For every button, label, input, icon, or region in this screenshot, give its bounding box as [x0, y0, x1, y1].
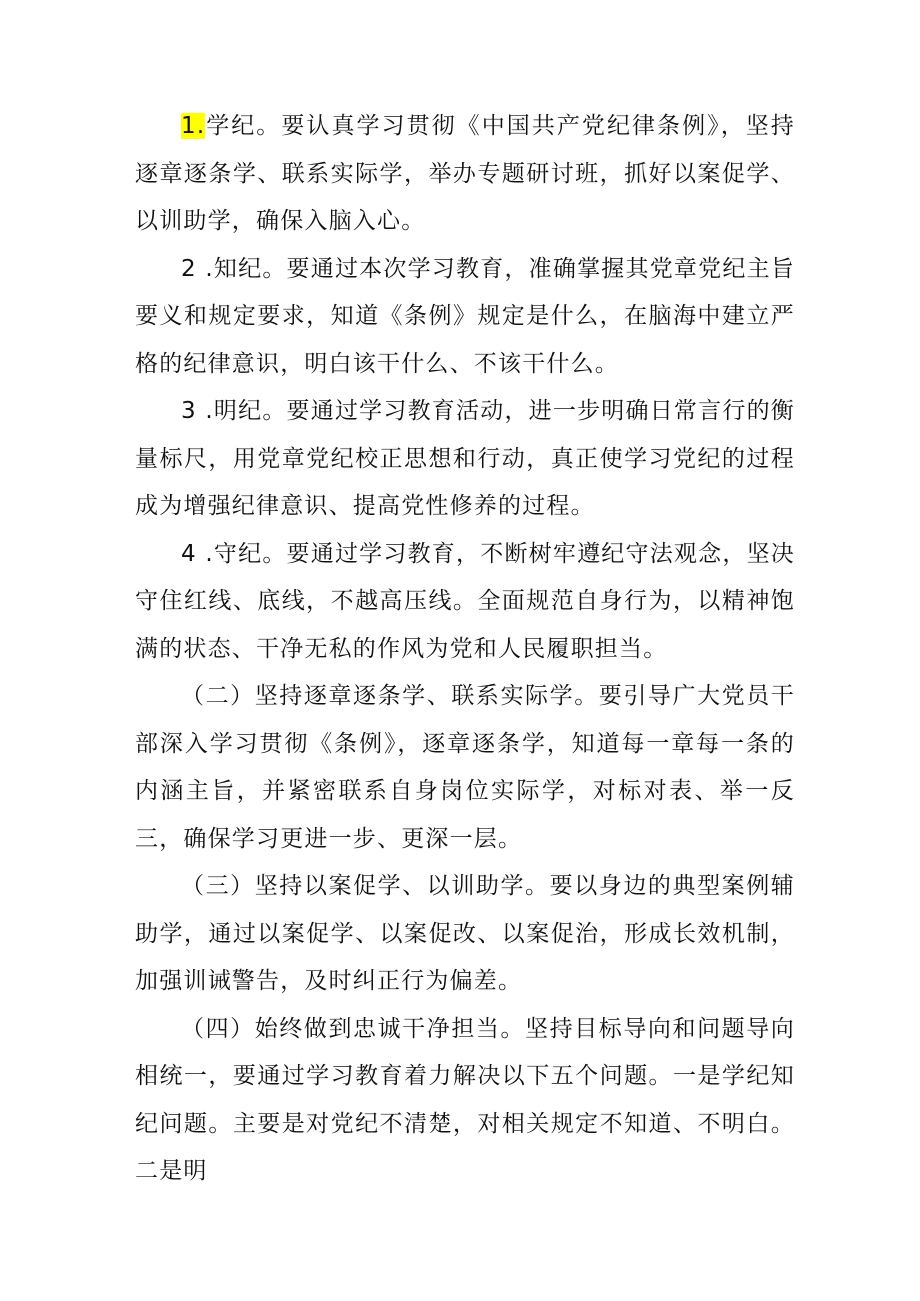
document-body — [135, 103, 795, 1196]
paragraph-1 — [135, 103, 795, 246]
paragraph-marker: （三） — [181, 873, 255, 899]
paragraph-4 — [135, 531, 795, 674]
paragraph-2 — [135, 246, 795, 389]
paragraph-7 — [135, 1006, 795, 1196]
paragraph-text: 坚持逐章逐条学、联系实际学。要引导广大党员干部深入学习贯彻《条例》，逐章逐条学，知道每一章每一条的内涵主旨，并紧密联系自身岗位实际学，对标对表、举一反三，确保学习更进一步、更深一层。 — [135, 683, 795, 852]
highlighted-marker: 1. — [181, 113, 206, 139]
paragraph-text: 知纪。要通过本次学习教育，准确掌握其党章党纪主旨要义和规定要求，知道《条例》规定是什么，在脑海中建立严格的纪律意识，明白该干什么、不该干什么。 — [135, 255, 795, 377]
paragraph-text: 始终做到忠诚干净担当。坚持目标导向和问题导向相统一，要通过学习教育着力解决以下五个问题。一是学纪知纪问题。主要是对党纪不清楚，对相关规定不知道、不明白。二是明 — [135, 1015, 795, 1184]
paragraph-marker: 2 . — [181, 255, 214, 282]
paragraph-text: 守纪。要通过学习教育，不断树牢遵纪守法观念，坚决守住红线、底线，不越高压线。全面规范自身行为，以精神饱满的状态、干净无私的作风为党和人民履职担当。 — [135, 540, 795, 662]
paragraph-6 — [135, 863, 795, 1006]
paragraph-marker: 4 . — [181, 540, 214, 567]
paragraph-3 — [135, 388, 795, 531]
paragraph-5 — [135, 673, 795, 863]
paragraph-text: 学纪。要认真学习贯彻《中国共产党纪律条例》，坚持逐章逐条学、联系实际学，举办专题研讨班，抓好以案促学、以训助学，确保入脑入心。 — [135, 113, 795, 234]
paragraph-marker: 3 . — [181, 398, 214, 424]
paragraph-marker: （二） — [181, 683, 255, 709]
paragraph-text: 坚持以案促学、以训助学。要以身边的典型案例辅助学，通过以案促学、以案促改、以案促治，形成长效机制，加强训诫警告，及时纠正行为偏差。 — [135, 873, 795, 994]
paragraph-text: 明纪。要通过学习教育活动，进一步明确日常言行的衡量标尺，用党章党纪校正思想和行动，真正使学习党纪的过程成为增强纪律意识、提高党性修养的过程。 — [135, 398, 795, 519]
paragraph-marker: （四） — [181, 1015, 255, 1042]
